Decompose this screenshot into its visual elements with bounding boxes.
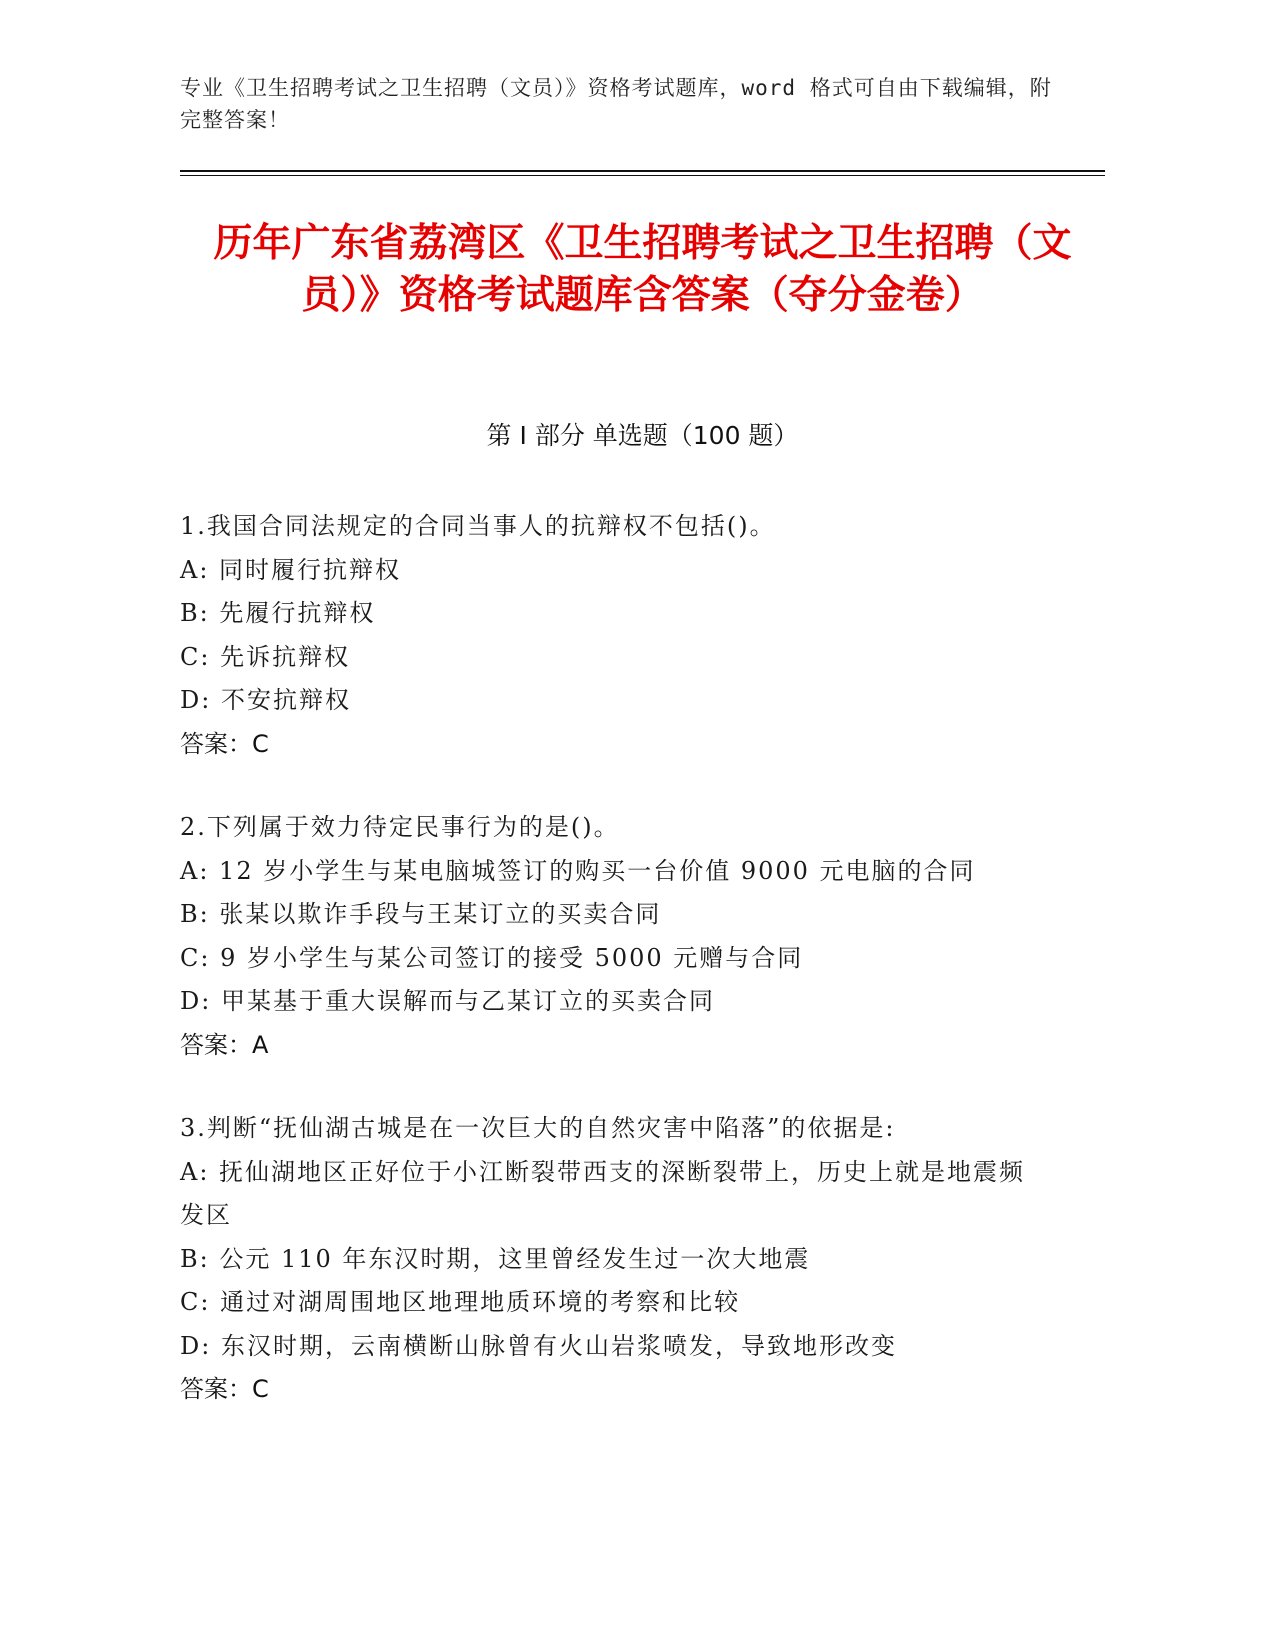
answer: 答案：A [180, 1030, 269, 1059]
option-c: C: 9 岁小学生与某公司签订的接受 5000 元赠与合同 [180, 943, 804, 972]
option-b: B: 张某以欺诈手段与王某订立的买卖合同 [180, 900, 662, 928]
option-a: A: 12 岁小学生与某电脑城签订的购买一台价值 9000 元电脑的合同 [180, 856, 976, 885]
option-d: D: 不安抗辩权 [180, 686, 351, 714]
header-rule-thin [180, 175, 1105, 176]
option-b: B: 先履行抗辩权 [180, 599, 376, 627]
option-c: C: 通过对湖周围地区地理地质环境的考察和比较 [180, 1288, 741, 1316]
option-d: D: 甲某基于重大误解而与乙某订立的买卖合同 [180, 987, 715, 1015]
question-stem: 2.下列属于效力待定民事行为的是()。 [180, 813, 620, 841]
question-1 [180, 505, 1050, 766]
question-stem: 3.判断“抚仙湖古城是在一次巨大的自然灾害中陷落”的依据是: [180, 1114, 896, 1142]
question-3 [180, 1107, 1050, 1412]
option-a: A: 同时履行抗辩权 [180, 555, 402, 584]
header-rule-thick [180, 170, 1105, 172]
option-b: B: 公元 110 年东汉时期，这里曾经发生过一次大地震 [180, 1244, 811, 1273]
section-title: 第 I 部分 单选题（100 题） [486, 421, 799, 450]
option-d: D: 东汉时期，云南横断山脉曾有火山岩浆喷发，导致地形改变 [180, 1331, 897, 1360]
question-2 [180, 806, 1050, 1067]
question-list [180, 505, 1050, 1452]
answer: 答案：C [180, 1375, 269, 1403]
answer: 答案：C [180, 729, 269, 758]
option-c: C: 先诉抗辩权 [180, 642, 351, 671]
question-stem: 1.我国合同法规定的合同当事人的抗辩权不包括()。 [180, 512, 776, 540]
option-a: A: 抚仙湖地区正好位于小江断裂带西支的深断裂带上，历史上就是地震频发区 [180, 1157, 1026, 1229]
document-title: 历年广东省荔湾区《卫生招聘考试之卫生招聘（文员）》资格考试题库含答案（夺分金卷） [213, 221, 1072, 318]
header-note: 专业《卫生招聘考试之卫生招聘（文员）》资格考试题库，word 格式可自由下载编辑，附完整答案！ [180, 76, 1052, 132]
